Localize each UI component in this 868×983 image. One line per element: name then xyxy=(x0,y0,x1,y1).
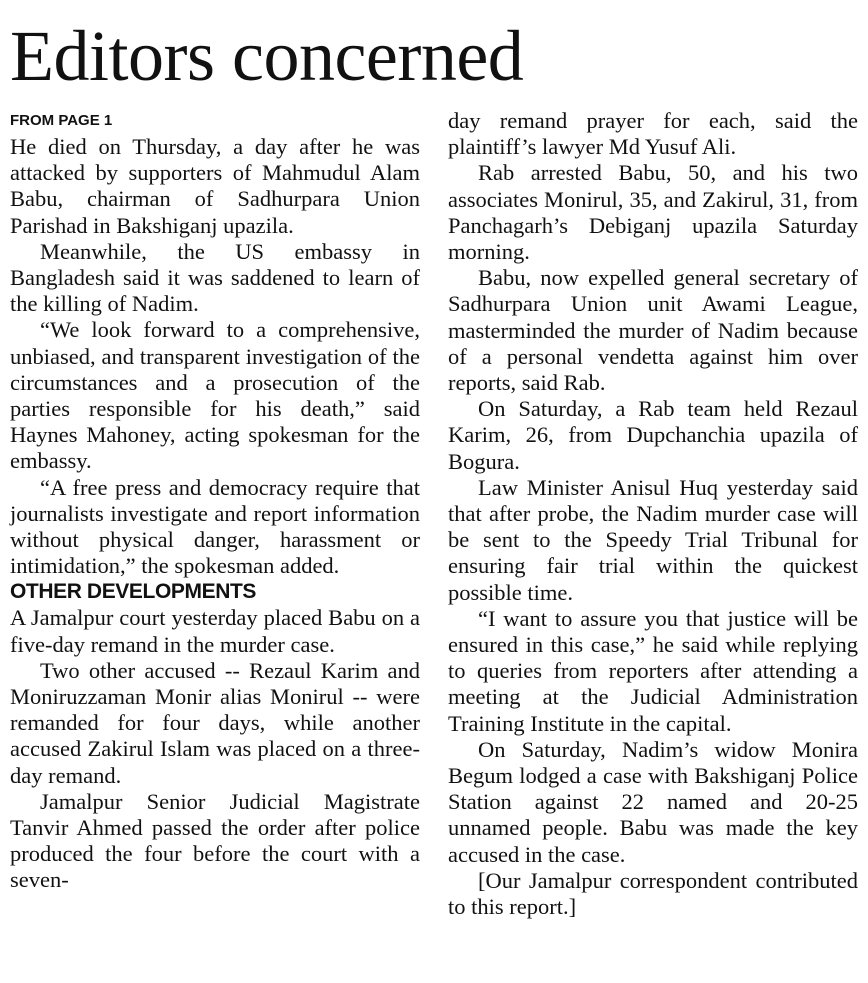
paragraph: Jamalpur Senior Judicial Magistrate Tanvir Ahmed passed the order after police produced the four before the court with a seven- xyxy=(10,788,420,893)
paragraph: Two other accused -- Rezaul Karim and Moniruzzaman Monir alias Monirul -- were remanded for four days, while another accused Zakirul Islam was placed on a three-day remand. xyxy=(10,657,420,788)
paragraph: “We look forward to a comprehensive, unbiased, and transparent investigation of the circumstances and a prosecution of the parties responsible for his death,” said Haynes Mahoney, acting spokesman for the embassy. xyxy=(10,317,420,474)
paragraph: Rab arrested Babu, 50, and his two associates Monirul, 35, and Zakirul, 31, from Panchagarh’s Debiganj upazila Saturday morning. xyxy=(448,160,858,265)
paragraph: “I want to assure you that justice will be ensured in this case,” he said while replying to queries from reporters after attending a meeting at the Judicial Administration Training Institute in the capital. xyxy=(448,605,858,736)
paragraph: [Our Jamalpur correspondent contributed to this report.] xyxy=(448,867,858,920)
paragraph: He died on Thursday, a day after he was attacked by supporters of Mahmudul Alam Babu, chairman of Sadhurpara Union Parishad in Bakshiganj upazila. xyxy=(10,134,420,238)
subhead: OTHER DEVELOPMENTS xyxy=(10,580,256,604)
kicker: FROM PAGE 1 xyxy=(10,112,113,129)
paragraph: Law Minister Anisul Huq yesterday said that after probe, the Nadim murder case will be sent to the Speedy Trial Tribunal for ensuring fair trial within the quickest possible time. xyxy=(448,474,858,605)
headline: Editors concerned xyxy=(10,16,524,96)
right-column xyxy=(448,108,858,920)
paragraph: A Jamalpur court yesterday placed Babu on a five-day remand in the murder case. xyxy=(10,605,420,657)
paragraph: “A free press and democracy require that journalists investigate and report information without physical danger, harassment or intimidation,” the spokesman added. xyxy=(10,474,420,579)
paragraph: On Saturday, a Rab team held Rezaul Karim, 26, from Dupchanchia upazila of Bogura. xyxy=(448,396,858,474)
left-column xyxy=(10,108,420,894)
paragraph: day remand prayer for each, said the plaintiff’s lawyer Md Yusuf Ali. xyxy=(448,108,858,160)
paragraph: On Saturday, Nadim’s widow Monira Begum lodged a case with Bakshiganj Police Station against 22 named and 20-25 unnamed people. Babu was made the key accused in the case. xyxy=(448,736,858,867)
paragraph: Meanwhile, the US embassy in Bangladesh said it was saddened to learn of the killing of Nadim. xyxy=(10,238,420,317)
paragraph: Babu, now expelled general secretary of Sadhurpara Union unit Awami League, masterminded the murder of Nadim because of a personal vendetta against him over reports, said Rab. xyxy=(448,265,858,396)
